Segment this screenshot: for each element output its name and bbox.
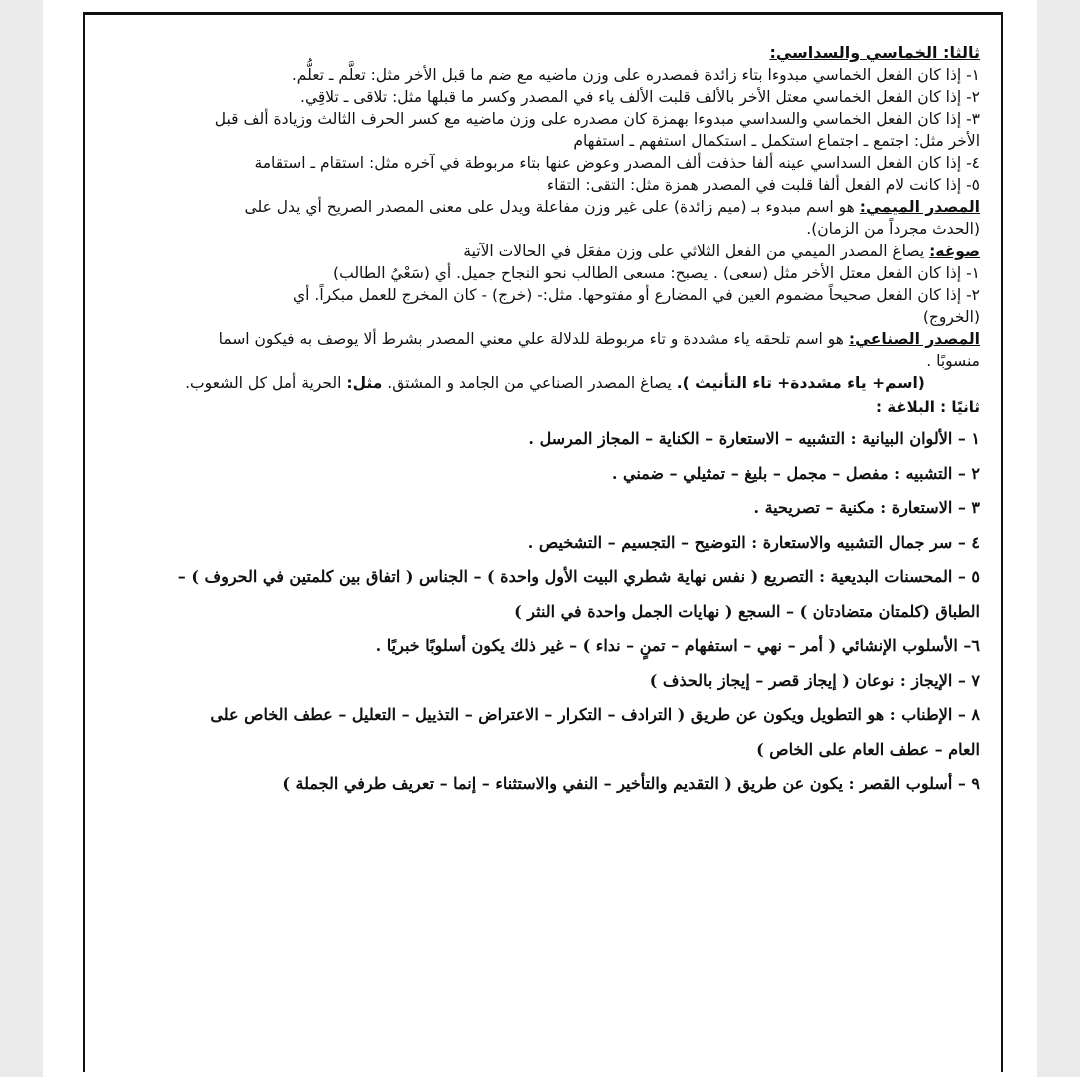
rhetoric-line: ١ – الألوان البيانية : التشبيه – الاستعارة – الكناية – المجاز المرسل . — [528, 429, 980, 448]
sinai-definition — [130, 328, 980, 350]
rule-line: ٣- إذا كان الفعل الخماسي والسداسي مبدوءا بهمزة كان مصدره على وزن ماضيه مع كسر الحرف الثالث وزيادة ألف قبل — [214, 110, 980, 128]
definition-text: هو اسم تلحقه ياء مشددة و تاء مربوطة للدلالة علي معني المصدر بشرط ألا يوصف به فيكون اسما — [218, 330, 844, 348]
formation-case-continuation: (الخروج) — [922, 308, 980, 326]
rhetoric-line: ٨ – الإطناب : هو التطويل ويكون عن طريق ( الترادف – التكرار – الاعتراض – التذييل – التعليل – عطف الخاص على — [210, 705, 980, 724]
term-label: صوغه: — [929, 242, 980, 260]
example-text: الحرية أمل كل الشعوب. — [185, 374, 342, 392]
term-label: المصدر الميمي: — [859, 198, 980, 216]
formula-text: يصاغ المصدر الصناعي من الجامد و المشتق. — [387, 374, 672, 392]
section-title: ثانيًا : البلاغة : — [876, 398, 980, 416]
document-content — [130, 42, 980, 802]
formation-case: ٢- إذا كان الفعل صحيحاً مضموم العين في المضارع أو مفتوحها. مثل:- (خرج) - كان المخرج للعمل مبكراً. أي — [293, 286, 980, 304]
rule-line: ١- إذا كان الفعل الخماسي مبدوءا بتاء زائدة فمصدره على وزن ماضيه مع ضم ما قبل الأخر مثل: تعلَّم ـ تعلُّم. — [291, 66, 980, 84]
rhetoric-line: ٢ – التشبيه : مفصل – مجمل – بليغ – تمثيلي – ضمني . — [611, 463, 980, 483]
grammar-section — [130, 42, 980, 394]
rule-line: ٢- إذا كان الفعل الخماسي معتل الأخر بالألف قلبت الألف ياء في المصدر وكسر ما قبلها مثل: تلاقى ـ تلاقِي. — [300, 88, 980, 106]
rule-line: ٥- إذا كانت لام الفعل ألفا قلبت في المصدر همزة مثل: التقى: التقاء — [546, 176, 980, 194]
rhetoric-line: الطباق (كلمتان متضادتان ) – السجع ( نهايات الجمل واحدة في النثر ) — [514, 601, 980, 621]
sinai-formula-line — [130, 372, 980, 394]
rule-line: ٤- إذا كان الفعل السداسي عينه ألفا حذفت ألف المصدر وعوض عنها بتاء مربوطة في آخره مثل: استقام ـ استقامة — [254, 154, 980, 172]
formation-text: يصاغ المصدر الميمي من الفعل الثلاثي على وزن مفعَل في الحالات الآتية — [463, 242, 925, 260]
definition-text: هو اسم مبدوء بـ (ميم زائدة) على غير وزن مفاعلة ويدل على معنى المصدر الصريح أي يدل على — [244, 198, 855, 216]
rhetoric-line: العام – عطف العام على الخاص ) — [756, 739, 980, 759]
formation-case: ١- إذا كان الفعل معتل الأخر مثل (سعى) . يصبح: مسعى الطالب نحو النجاح جميل. أي (سَعْيُ الطالب) — [333, 264, 980, 282]
rhetoric-line: ٧ – الإيجاز : نوعان ( إيجاز قصر – إيجاز بالحذف ) — [649, 670, 980, 690]
rhetoric-line: ٩ – أسلوب القصر : يكون عن طريق ( التقديم والتأخير – النفي والاستثناء – إنما – تعريف طرفي الجملة ) — [282, 774, 980, 793]
formation-heading — [130, 240, 980, 262]
rhetoric-section — [130, 396, 980, 802]
rhetoric-line: ٦– الأسلوب الإنشائي ( أمر – نهي – استفهام – تمنٍ – نداء ) – غير ذلك يكون أسلوبًا خبريًا . — [375, 636, 980, 655]
rhetoric-line: ٣ – الاستعارة : مكنية – تصريحية . — [753, 498, 980, 517]
definition-continuation: (الحدث مجرداً من الزمان). — [806, 220, 980, 238]
mimi-definition — [130, 196, 980, 218]
formula: (اسم+ ياء مشددة+ تاء التأنيث ). — [676, 374, 925, 392]
rhetoric-line: ٥ – المحسنات البديعية : التصريع ( نفس نهاية شطري البيت الأول واحدة ) – الجناس ( اتفاق بين كلمتين في الحروف ) – — [177, 567, 980, 586]
section-title: ثالثا: الخماسي والسداسي: — [769, 43, 980, 62]
definition-continuation: منسوبًا . — [926, 352, 980, 370]
rule-line: الأخر مثل: اجتمع ـ اجتماع استكمل ـ استكمال استفهم ـ استفهام — [573, 132, 980, 150]
term-label: المصدر الصناعي: — [848, 330, 980, 348]
rhetoric-line: ٤ – سر جمال التشبيه والاستعارة : التوضيح – التجسيم – التشخيص . — [527, 532, 980, 552]
example-label: مثل: — [346, 374, 383, 392]
